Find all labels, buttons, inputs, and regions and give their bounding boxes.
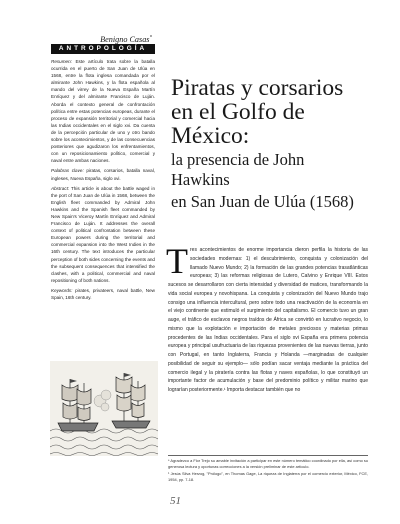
title-line-1: Piratas y corsarios — [171, 75, 344, 101]
author-name: Benigno Casas* — [100, 35, 152, 44]
body-paragraph: res acontecimientos de enorme importancia dieron perfila la historia de las sociedades modernas: 1) el descubrimiento, conquista y colonización del llamado Nuevo Mundo; 2) la formación de las grandes potencias trasatlánticas europeas; 3) las reformas religiosas de Lutero, Calvino y Enrique VIII. Estos sucesos se desarrollaron con cierta intensidad y diversidad de matices, transformando la vida social europea y novohispana. La conquista y colonización del Nuevo Mundo trajo consigo una influencia intercultural, pero sobre todo una reactivación de la economía en el viejo continente que estimuló el surgimiento del capitalismo. El comercio tuvo un gran auge, el tráfico de esclavos negros traídos de África se convirtió en lucrativo negocio, lo mismo que la explotación e importación de metales preciosos y materias primas procedentes de las Indias occidentales. Para el siglo xvi España era primera potencia europea y principal usufructuaria de las riquezas provenientes de las nuevas tierras, junto con Portugal, en tanto Inglaterra, Francia y Holanda —marginadas de cualquier posibilidad de seguir su ejemplo— sólo podían sacar ventaja mediante la práctica del comercio ilegal y la piratería contra las flotas y naves españolas, lo que constituyó un importante factor de acumulación y base del predominio político y militar marino que lograrían posteriormente.¹ Importa destacar también que no — [168, 247, 368, 393]
ships-engraving-illustration — [50, 361, 158, 456]
subtitle-line-2: en San Juan de Ulúa (1568) — [171, 192, 354, 211]
section-label: ANTROPOLOGÍA — [51, 44, 155, 54]
footnote-1: * Agradezco a Flor Trejo su amable invitación a participar en este número temático coordinado por ella, así como su generosa lectura y oportunas correcciones a la versión preliminar de este artículo. — [168, 458, 368, 469]
subtitle-line-1: la presencia de John Hawkins — [171, 150, 305, 189]
footnotes — [168, 458, 368, 484]
article-title — [171, 76, 366, 212]
palabras-clave: Palabras clave: piratas, corsarios, batalla naval, ingleses, Nueva España, siglo xvi. — [51, 168, 155, 181]
article-body — [166, 241, 368, 395]
abstract-paragraph: Abstract: This article is about the battle waged in the port of San Juan de Ulúa in 1568, between the English fleet commanded by Admiral John Hawkins and the Spanish fleet commanded by New Spain's Viceroy Martín Enríquez and Admiral Francisco de Luján. It addresses the overall context of political confrontation between these European powers during the territorial and commercial expansion into the West Indies in the 16th century. The text introduces the particular perception of both sides concerning the events and the subsequent consequences that intensified the clashes, with a political, commercial and naval repositioning of both nations. — [51, 185, 155, 283]
footnote-2: ¹ Jesús Silva Herzog, "Prólogo", en Thomas Gage, La riqueza de Inglaterra por el comercio exterior, México, FCE, 1954, pp. 7-18. — [168, 471, 368, 482]
resumen-paragraph: Resumen: Este artículo trata sobre la batalla ocurrida en el puerto de San Juan de Ulúa en 1568, entre la flota inglesa comandada por el almirante John Hawkins, y la flota española al mando del virrey de la Nueva España Martín Enríquez y del almirante Francisco de Luján. Aborda el contexto general de confrontación política entre estas potencias europeas, durante el proceso de expansión territorial y comercial hacia las Indias occidentales en el siglo xvi. Da cuenta de la percepción particular de uno y otro bando sobre los acontecimientos, y de las consecuencias posteriores que agudizaron los enfrentamientos, con un reposicionamiento político, comercial y naval entre ambas naciones. — [51, 59, 156, 164]
footnote-divider — [168, 455, 368, 456]
abstract-column — [51, 58, 155, 304]
page-number: 51 — [170, 495, 181, 507]
title-line-2: en el Golfo de México: — [171, 99, 305, 149]
keywords: Keywords: pirates, privateers, naval battle, New Spain, 16th century. — [51, 287, 155, 300]
drop-cap: T — [166, 241, 188, 281]
